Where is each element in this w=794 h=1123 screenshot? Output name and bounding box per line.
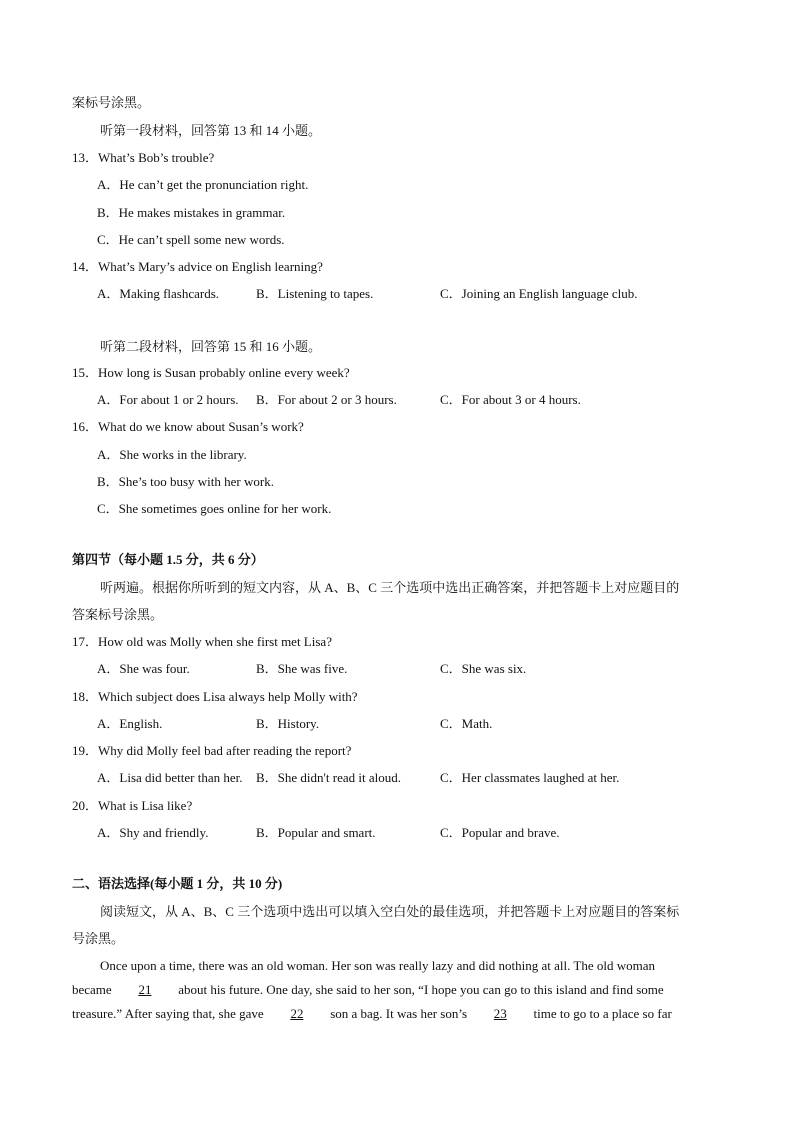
q20-stem: 20．What is Lisa like?: [72, 798, 193, 813]
q14-option-a: A．Making flashcards.: [97, 286, 220, 301]
part3-seg1-heading: 听第一段材料，回答第 13 和 14 小题。: [100, 123, 322, 138]
q15-option-a: A．For about 1 or 2 hours.: [97, 392, 239, 407]
q17-option-b: B．She was five.: [256, 661, 348, 676]
q18-option-b: B．History.: [256, 716, 320, 731]
q18-option-a: A．English.: [97, 716, 163, 731]
q19-option-a: A．Lisa did better than her.: [97, 770, 243, 785]
part3-seg2-heading: 听第二段材料，回答第 15 和 16 小题。: [100, 339, 322, 354]
blank-22: 22: [290, 1006, 304, 1021]
q20-option-a: A．Shy and friendly.: [97, 825, 209, 840]
q16-option-c: C．She sometimes goes online for her work.: [97, 501, 332, 516]
intro-tail: 案标号涂黑。: [72, 95, 151, 110]
q16-option-b: B．She’s too busy with her work.: [97, 474, 274, 489]
q13-option-a: A．He can’t get the pronunciation right.: [97, 177, 309, 192]
passage-text: time to go to a place so far: [530, 1006, 672, 1021]
q15-option-b: B．For about 2 or 3 hours.: [256, 392, 397, 407]
section4-title: 第四节（每小题 1.5 分，共 6 分）: [72, 552, 264, 567]
q19-option-b: B．She didn't read it aloud.: [256, 770, 401, 785]
q16-option-a: A．She works in the library.: [97, 447, 247, 462]
passage-line-1: Once upon a time, there was an old woman. Her son was really lazy and did nothing at all. The old woman: [100, 958, 656, 973]
q19-option-c: C．Her classmates laughed at her.: [440, 770, 620, 785]
blank-21: 21: [138, 982, 152, 997]
grammar-section-title: 二、语法选择(每小题 1 分，共 10 分): [72, 876, 283, 891]
passage-text: son a bag. It was her son’s: [326, 1006, 471, 1021]
q16-stem: 16．What do we know about Susan’s work?: [72, 419, 304, 434]
q13-option-b: B．He makes mistakes in grammar.: [97, 205, 286, 220]
q13-option-c: C．He can’t spell some new words.: [97, 232, 285, 247]
q17-option-a: A．She was four.: [97, 661, 190, 676]
passage-text: treasure.” After saying that, she gave: [72, 1006, 267, 1021]
q17-stem: 17．How old was Molly when she first met Lisa?: [72, 634, 332, 649]
grammar-instructions-line2: 号涂黑。: [72, 931, 125, 946]
q14-stem: 14．What’s Mary’s advice on English learning?: [72, 259, 323, 274]
q17-option-c: C．She was six.: [440, 661, 527, 676]
grammar-instructions-line1: 阅读短文，从 A、B、C 三个选项中选出可以填入空白处的最佳选项，并把答题卡上对应题目的答案标: [100, 904, 680, 919]
q14-option-c: C．Joining an English language club.: [440, 286, 638, 301]
q18-stem: 18．Which subject does Lisa always help Molly with?: [72, 689, 358, 704]
q15-option-c: C．For about 3 or 4 hours.: [440, 392, 581, 407]
q15-stem: 15．How long is Susan probably online every week?: [72, 365, 350, 380]
blank-23: 23: [493, 1006, 507, 1021]
passage-line-3: [72, 1006, 672, 1022]
q13-stem: 13．What’s Bob’s trouble?: [72, 150, 215, 165]
passage-text: about his future. One day, she said to her son, “I hope you can go to this island and find some: [174, 982, 664, 997]
q19-stem: 19．Why did Molly feel bad after reading the report?: [72, 743, 352, 758]
q20-option-b: B．Popular and smart.: [256, 825, 376, 840]
section4-instructions-line2: 答案标号涂黑。: [72, 607, 164, 622]
q18-option-c: C．Math.: [440, 716, 493, 731]
q20-option-c: C．Popular and brave.: [440, 825, 560, 840]
q14-option-b: B．Listening to tapes.: [256, 286, 374, 301]
passage-text: became: [72, 982, 115, 997]
section4-instructions-line1: 听两遍。根据你所听到的短文内容，从 A、B、C 三个选项中选出正确答案，并把答题卡上对应题目的: [100, 580, 680, 595]
passage-line-2: [72, 982, 664, 998]
